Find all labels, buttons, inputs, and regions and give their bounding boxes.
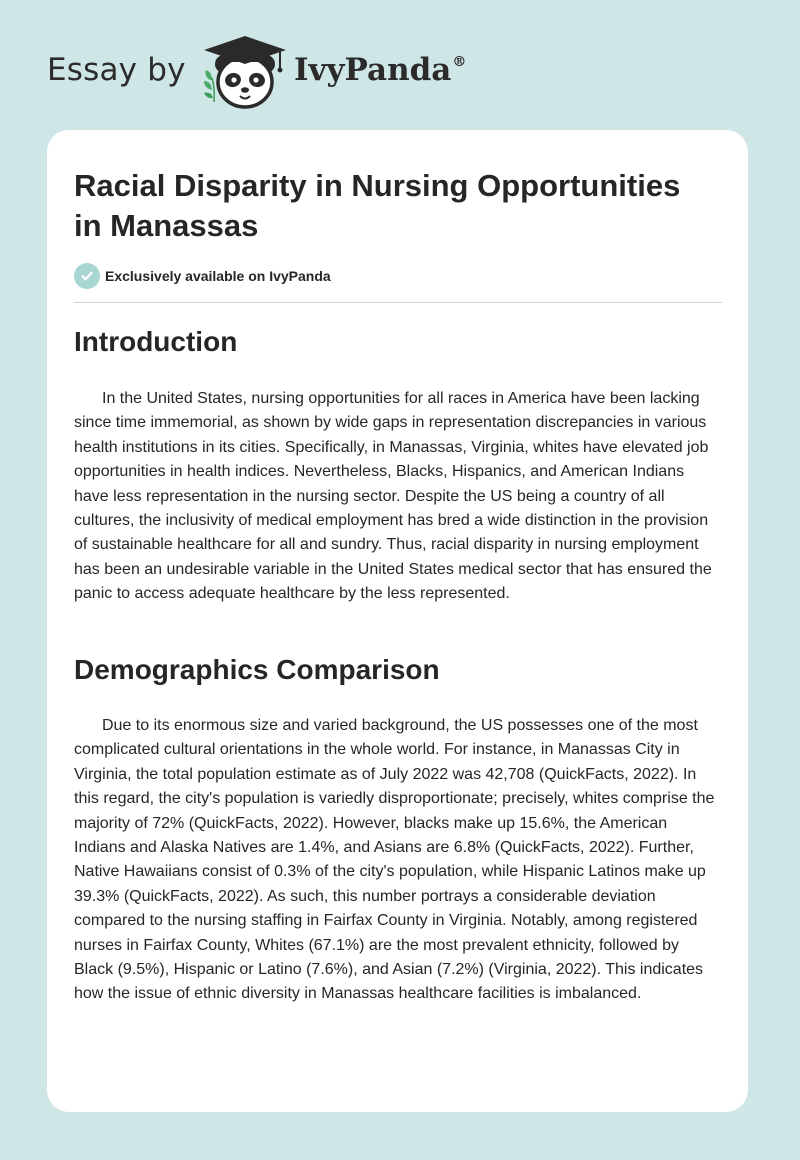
essay-by-label: Essay by: [47, 52, 186, 88]
page-title: Racial Disparity in Nursing Opportunities in Manassas: [74, 168, 681, 243]
section-paragraph-demographics: Due to its enormous size and varied background, the US possesses one of the most complicated cultural orientations in the whole world. For instance, in Manassas City in Virginia, the total population estimate as of July 2022 was 42,708 (QuickFacts, 2022). In this regard, the city's population is variedly disproportionate; precisely, whites comprise the majority of 72% (QuickFacts, 2022). However, blacks make up 15.6%, the American Indians and Alaska Natives are 1.4%, and Asians are 6.8% (QuickFacts, 2022). Further, Native Hawaiians consist of 0.3% of the city's population, while Hispanic Latinos make up 39.3% (QuickFacts, 2022). As such, this number portrays a considerable deviation compared to the nursing staffing in Fairfax County in Virginia. Notably, among registered nurses in Fairfax County, Whites (67.1%) are the most prevalent ethnicity, followed by Black (9.5%), Hispanic or Latino (7.6%), and Asian (7.2%) (Virginia, 2022). This indicates how the issue of ethnic diversity in Manassas healthcare facilities is imbalanced.: [74, 717, 715, 1003]
site-header: [0, 0, 800, 130]
section-heading-introduction: Introduction: [74, 326, 238, 357]
registered-mark: ®: [452, 54, 467, 70]
exclusive-badge: [74, 263, 331, 289]
brand-name[interactable]: [294, 52, 466, 88]
check-circle-icon: [74, 263, 100, 289]
title-divider: [74, 302, 722, 303]
brand-name-text: IvyPanda: [294, 52, 452, 88]
exclusive-badge-label: Exclusively available on IvyPanda: [105, 268, 331, 284]
essay-card: [47, 130, 748, 1112]
section-paragraph-introduction: In the United States, nursing opportunities for all races in America have been lacking since time immemorial, as shown by wide gaps in representation discrepancies in various health institutions in its cities. Specifically, in Manassas, Virginia, whites have elevated job opportunities in health indices. Nevertheless, Blacks, Hispanics, and American Indians have less representation in the nursing sector. Despite the US being a country of all cultures, the inclusivity of medical employment has bred a wide distinction in the provision of sustainable healthcare for all and sundry. Thus, racial disparity in nursing employment has been an undesirable variable in the United States medical sector that has ensured the panic to access adequate healthcare by the less represented.: [74, 390, 712, 603]
panda-graduate-icon[interactable]: [200, 34, 292, 110]
section-heading-demographics: Demographics Comparison: [74, 654, 440, 685]
